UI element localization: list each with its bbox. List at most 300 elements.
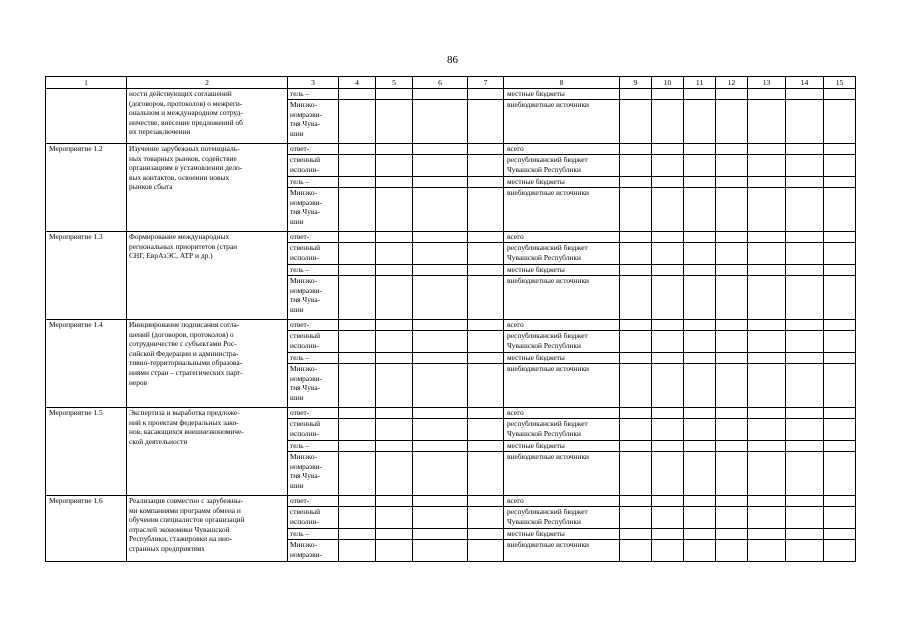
value-cell xyxy=(413,353,468,364)
value-cell xyxy=(716,408,748,419)
table-row xyxy=(46,408,856,419)
value-cell xyxy=(376,177,413,188)
value-cell xyxy=(620,232,652,243)
funding-source-text: внебюджетные источники xyxy=(507,188,590,197)
responsible-line: тель – xyxy=(290,353,310,362)
funding-source-text: внебюджетные источники xyxy=(507,276,590,285)
funding-source-text: местные бюджеты xyxy=(507,353,565,362)
responsible-line: ответ- xyxy=(290,496,310,505)
value-cell xyxy=(716,276,748,320)
value-cell xyxy=(786,364,824,408)
responsible xyxy=(288,243,339,265)
funding-source xyxy=(504,408,620,419)
value-cell xyxy=(652,408,684,419)
value-cell xyxy=(620,496,652,507)
value-cell xyxy=(748,100,786,144)
value-cell xyxy=(376,452,413,496)
value-cell xyxy=(413,243,468,265)
responsible-line: тель – xyxy=(290,177,310,186)
value-cell xyxy=(413,100,468,144)
responsible-line: шии xyxy=(290,392,304,402)
responsible xyxy=(288,507,339,529)
value-cell xyxy=(748,232,786,243)
value-cell xyxy=(824,540,856,562)
column-header: 9 xyxy=(620,77,652,89)
responsible-line: номразви- xyxy=(290,373,322,383)
measure-name-line: СНГ, ЕврАзЭС, АТР и др.) xyxy=(129,251,213,261)
value-cell xyxy=(716,496,748,507)
value-cell xyxy=(339,265,376,276)
value-cell xyxy=(339,177,376,188)
value-cell xyxy=(824,353,856,364)
measure-label: Мероприятие 1.2 xyxy=(46,144,127,232)
responsible xyxy=(288,265,339,276)
responsible-line: Минэко- xyxy=(290,276,318,285)
funding-source xyxy=(504,331,620,353)
funding-source xyxy=(504,144,620,155)
value-cell xyxy=(716,452,748,496)
value-cell xyxy=(413,89,468,100)
value-cell xyxy=(684,320,716,331)
measure-name-line: обучения специалистов организаций xyxy=(129,515,245,525)
column-header: 13 xyxy=(748,77,786,89)
measure-name-line: Формирование международных xyxy=(129,232,230,241)
responsible-line: исполни- xyxy=(290,340,319,350)
funding-source xyxy=(504,452,620,496)
funding-source xyxy=(504,232,620,243)
funding-source xyxy=(504,155,620,177)
value-cell xyxy=(413,320,468,331)
value-cell xyxy=(748,276,786,320)
value-cell xyxy=(339,364,376,408)
value-cell xyxy=(748,177,786,188)
value-cell xyxy=(620,188,652,232)
value-cell xyxy=(824,188,856,232)
responsible-line: тия Чува- xyxy=(290,383,321,393)
value-cell xyxy=(468,276,504,320)
funding-source-text: внебюджетные источники xyxy=(507,540,590,549)
responsible xyxy=(288,441,339,452)
measure-name-line: ний к проектам федеральных зако- xyxy=(129,417,239,427)
responsible-line: исполни- xyxy=(290,164,319,174)
responsible-line: Минэко- xyxy=(290,100,318,109)
measure-name-line: Реализация совместно с зарубежны- xyxy=(129,496,244,505)
measure-name-line: шений (договоров, протоколов) о xyxy=(129,329,234,339)
value-cell xyxy=(339,419,376,441)
value-cell xyxy=(684,276,716,320)
funding-source-text: местные бюджеты xyxy=(507,265,565,274)
value-cell xyxy=(824,265,856,276)
value-cell xyxy=(620,452,652,496)
funding-source xyxy=(504,320,620,331)
responsible xyxy=(288,496,339,507)
funding-source xyxy=(504,276,620,320)
value-cell xyxy=(468,100,504,144)
value-cell xyxy=(684,529,716,540)
value-cell xyxy=(684,155,716,177)
value-cell xyxy=(413,441,468,452)
measure-name-line: отраслей экономики Чувашской xyxy=(129,524,230,534)
value-cell xyxy=(684,100,716,144)
value-cell xyxy=(620,177,652,188)
measure-name-line: ниями стран – стратегических парт- xyxy=(129,367,243,377)
measure-label xyxy=(46,89,127,144)
responsible-line: номразви- xyxy=(290,285,322,295)
value-cell xyxy=(468,452,504,496)
value-cell xyxy=(716,364,748,408)
responsible-line: ственный xyxy=(290,331,321,340)
value-cell xyxy=(376,529,413,540)
value-cell xyxy=(824,496,856,507)
value-cell xyxy=(413,265,468,276)
value-cell xyxy=(339,100,376,144)
funding-source xyxy=(504,496,620,507)
responsible-line: тия Чува- xyxy=(290,471,321,481)
column-header: 5 xyxy=(376,77,413,89)
value-cell xyxy=(716,353,748,364)
value-cell xyxy=(824,89,856,100)
table-row xyxy=(46,320,856,331)
value-cell xyxy=(716,441,748,452)
value-cell xyxy=(339,496,376,507)
value-cell xyxy=(684,496,716,507)
funding-source-text: всего xyxy=(507,232,524,241)
value-cell xyxy=(684,419,716,441)
value-cell xyxy=(786,188,824,232)
value-cell xyxy=(620,441,652,452)
value-cell xyxy=(339,320,376,331)
responsible-line: тель – xyxy=(290,265,310,274)
value-cell xyxy=(376,331,413,353)
value-cell xyxy=(376,188,413,232)
value-cell xyxy=(468,144,504,155)
measure-name-line: ми компаниями программ обмена и xyxy=(129,505,241,515)
value-cell xyxy=(376,496,413,507)
responsible xyxy=(288,155,339,177)
value-cell xyxy=(652,353,684,364)
value-cell xyxy=(824,100,856,144)
value-cell xyxy=(620,320,652,331)
value-cell xyxy=(824,320,856,331)
value-cell xyxy=(652,364,684,408)
measure-name-line: вых контактов, освоении новых xyxy=(129,172,230,182)
value-cell xyxy=(716,177,748,188)
funding-source-text: внебюджетные источники xyxy=(507,364,590,373)
value-cell xyxy=(652,419,684,441)
value-cell xyxy=(413,364,468,408)
value-cell xyxy=(413,452,468,496)
value-cell xyxy=(786,89,824,100)
measure-name-line: Инициирование подписания согла- xyxy=(129,320,240,329)
value-cell xyxy=(620,89,652,100)
measures-table xyxy=(45,76,856,562)
measure-name-line: ской деятельности xyxy=(129,436,188,446)
responsible xyxy=(288,144,339,155)
value-cell xyxy=(620,276,652,320)
value-cell xyxy=(824,419,856,441)
funding-source xyxy=(504,441,620,452)
value-cell xyxy=(786,177,824,188)
value-cell xyxy=(339,232,376,243)
measure-name-line: ных товарных рынков, содействие xyxy=(129,153,237,163)
responsible-line: исполни- xyxy=(290,252,319,262)
value-cell xyxy=(786,155,824,177)
measure-name-line: сотрудничестве с субъектами Рос- xyxy=(129,339,237,349)
value-cell xyxy=(468,507,504,529)
value-cell xyxy=(824,364,856,408)
table-row xyxy=(46,496,856,507)
value-cell xyxy=(339,276,376,320)
responsible-line: номразви- xyxy=(290,549,322,559)
value-cell xyxy=(468,419,504,441)
responsible-line: ответ- xyxy=(290,232,310,241)
responsible-line: номразви- xyxy=(290,461,322,471)
measure-label: Мероприятие 1.5 xyxy=(46,408,127,496)
responsible xyxy=(288,89,339,100)
value-cell xyxy=(684,243,716,265)
funding-source xyxy=(504,265,620,276)
value-cell xyxy=(652,144,684,155)
responsible xyxy=(288,100,339,144)
value-cell xyxy=(652,331,684,353)
value-cell xyxy=(824,507,856,529)
page-number: 86 xyxy=(447,54,458,66)
value-cell xyxy=(684,331,716,353)
value-cell xyxy=(684,265,716,276)
value-cell xyxy=(786,507,824,529)
funding-source-text: республиканский бюджет Чувашской Республики xyxy=(507,419,588,438)
value-cell xyxy=(339,507,376,529)
table-row xyxy=(46,144,856,155)
funding-source xyxy=(504,353,620,364)
value-cell xyxy=(652,441,684,452)
funding-source-text: местные бюджеты xyxy=(507,177,565,186)
value-cell xyxy=(716,419,748,441)
value-cell xyxy=(684,232,716,243)
value-cell xyxy=(684,364,716,408)
responsible-line: шии xyxy=(290,216,304,226)
value-cell xyxy=(468,265,504,276)
value-cell xyxy=(620,353,652,364)
value-cell xyxy=(748,419,786,441)
value-cell xyxy=(468,408,504,419)
value-cell xyxy=(620,408,652,419)
value-cell xyxy=(652,177,684,188)
value-cell xyxy=(786,232,824,243)
value-cell xyxy=(376,353,413,364)
value-cell xyxy=(339,408,376,419)
value-cell xyxy=(824,232,856,243)
value-cell xyxy=(748,320,786,331)
funding-source xyxy=(504,529,620,540)
value-cell xyxy=(413,540,468,562)
value-cell xyxy=(413,419,468,441)
measure-name-line: ности действующих соглашений xyxy=(129,89,232,98)
value-cell xyxy=(824,155,856,177)
responsible-line: тель – xyxy=(290,529,310,538)
value-cell xyxy=(376,144,413,155)
value-cell xyxy=(684,441,716,452)
responsible xyxy=(288,331,339,353)
funding-source: местные бюджеты xyxy=(504,89,620,100)
value-cell xyxy=(376,408,413,419)
column-header: 6 xyxy=(413,77,468,89)
value-cell xyxy=(413,408,468,419)
value-cell xyxy=(413,155,468,177)
value-cell xyxy=(620,155,652,177)
value-cell xyxy=(684,177,716,188)
funding-source-text: всего xyxy=(507,408,524,417)
value-cell xyxy=(376,232,413,243)
responsible xyxy=(288,353,339,364)
responsible-line: шии xyxy=(290,480,304,490)
funding-source-text: всего xyxy=(507,144,524,153)
funding-source-text: всего xyxy=(507,320,524,329)
responsible-line: шии xyxy=(290,128,304,138)
value-cell xyxy=(748,540,786,562)
value-cell xyxy=(376,89,413,100)
value-cell xyxy=(748,364,786,408)
value-cell xyxy=(786,265,824,276)
column-header: 11 xyxy=(684,77,716,89)
funding-source xyxy=(504,188,620,232)
value-cell xyxy=(786,529,824,540)
value-cell xyxy=(620,529,652,540)
value-cell xyxy=(620,507,652,529)
value-cell xyxy=(748,155,786,177)
column-header: 3 xyxy=(288,77,339,89)
responsible-line: ответ- xyxy=(290,144,310,153)
value-cell xyxy=(376,243,413,265)
value-cell xyxy=(652,89,684,100)
value-cell xyxy=(786,441,824,452)
value-cell xyxy=(468,441,504,452)
value-cell xyxy=(786,243,824,265)
value-cell xyxy=(824,452,856,496)
value-cell xyxy=(620,364,652,408)
value-cell xyxy=(468,364,504,408)
value-cell xyxy=(716,540,748,562)
value-cell xyxy=(824,276,856,320)
responsible-line: ственный xyxy=(290,419,321,428)
value-cell xyxy=(376,364,413,408)
value-cell xyxy=(413,232,468,243)
responsible-line: Минэко- xyxy=(290,188,318,197)
responsible-line: тель – xyxy=(290,89,310,98)
column-header: 1 xyxy=(46,77,127,89)
column-header: 14 xyxy=(786,77,824,89)
column-header: 2 xyxy=(127,77,288,89)
value-cell xyxy=(413,144,468,155)
value-cell xyxy=(468,232,504,243)
value-cell xyxy=(748,243,786,265)
value-cell xyxy=(786,496,824,507)
value-cell xyxy=(468,496,504,507)
value-cell xyxy=(716,232,748,243)
column-header: 7 xyxy=(468,77,504,89)
value-cell xyxy=(716,89,748,100)
value-cell xyxy=(620,100,652,144)
value-cell xyxy=(468,243,504,265)
value-cell xyxy=(339,188,376,232)
value-cell xyxy=(748,144,786,155)
value-cell xyxy=(716,331,748,353)
value-cell xyxy=(684,89,716,100)
value-cell xyxy=(339,452,376,496)
value-cell xyxy=(376,540,413,562)
table-row xyxy=(46,89,856,100)
responsible xyxy=(288,232,339,243)
funding-source-text: всего xyxy=(507,496,524,505)
value-cell xyxy=(716,243,748,265)
value-cell xyxy=(652,507,684,529)
value-cell xyxy=(620,331,652,353)
value-cell xyxy=(468,188,504,232)
value-cell xyxy=(786,419,824,441)
value-cell xyxy=(339,529,376,540)
value-cell xyxy=(684,188,716,232)
column-header: 12 xyxy=(716,77,748,89)
value-cell xyxy=(468,177,504,188)
value-cell xyxy=(748,89,786,100)
funding-source xyxy=(504,243,620,265)
value-cell xyxy=(716,144,748,155)
value-cell xyxy=(376,276,413,320)
responsible-line: исполни- xyxy=(290,516,319,526)
value-cell xyxy=(786,276,824,320)
measure-name-line: (договоров, протоколов) о межреги- xyxy=(129,98,243,108)
value-cell xyxy=(376,419,413,441)
responsible-line: ответ- xyxy=(290,408,310,417)
measure-name xyxy=(127,408,288,496)
measure-name xyxy=(127,144,288,232)
funding-source xyxy=(504,177,620,188)
value-cell xyxy=(652,529,684,540)
column-header: 10 xyxy=(652,77,684,89)
value-cell xyxy=(339,353,376,364)
value-cell xyxy=(339,441,376,452)
funding-source-text: республиканский бюджет Чувашской Республики xyxy=(507,331,588,350)
responsible-line: исполни- xyxy=(290,428,319,438)
measure-name-line: организациям в установлении дело- xyxy=(129,163,243,173)
funding-source-text: местные бюджеты xyxy=(507,529,565,538)
value-cell xyxy=(748,408,786,419)
value-cell xyxy=(620,243,652,265)
value-cell xyxy=(716,155,748,177)
value-cell xyxy=(652,188,684,232)
responsible xyxy=(288,540,339,562)
measure-name-line: сийской Федерации и администра- xyxy=(129,348,239,358)
responsible xyxy=(288,320,339,331)
value-cell xyxy=(824,243,856,265)
value-cell xyxy=(468,155,504,177)
measure-label: Мероприятие 1.4 xyxy=(46,320,127,408)
funding-source-text: республиканский бюджет Чувашской Республики xyxy=(507,243,588,262)
value-cell xyxy=(684,540,716,562)
value-cell xyxy=(824,529,856,540)
value-cell xyxy=(413,177,468,188)
responsible-line: ственный xyxy=(290,243,321,252)
responsible-line: Минэко- xyxy=(290,452,318,461)
measure-name xyxy=(127,320,288,408)
funding-source: внебюджетные источники xyxy=(504,100,620,144)
value-cell xyxy=(716,529,748,540)
funding-source-text: республиканский бюджет Чувашской Республики xyxy=(507,155,588,174)
value-cell xyxy=(376,441,413,452)
value-cell xyxy=(748,331,786,353)
value-cell xyxy=(652,496,684,507)
value-cell xyxy=(620,419,652,441)
